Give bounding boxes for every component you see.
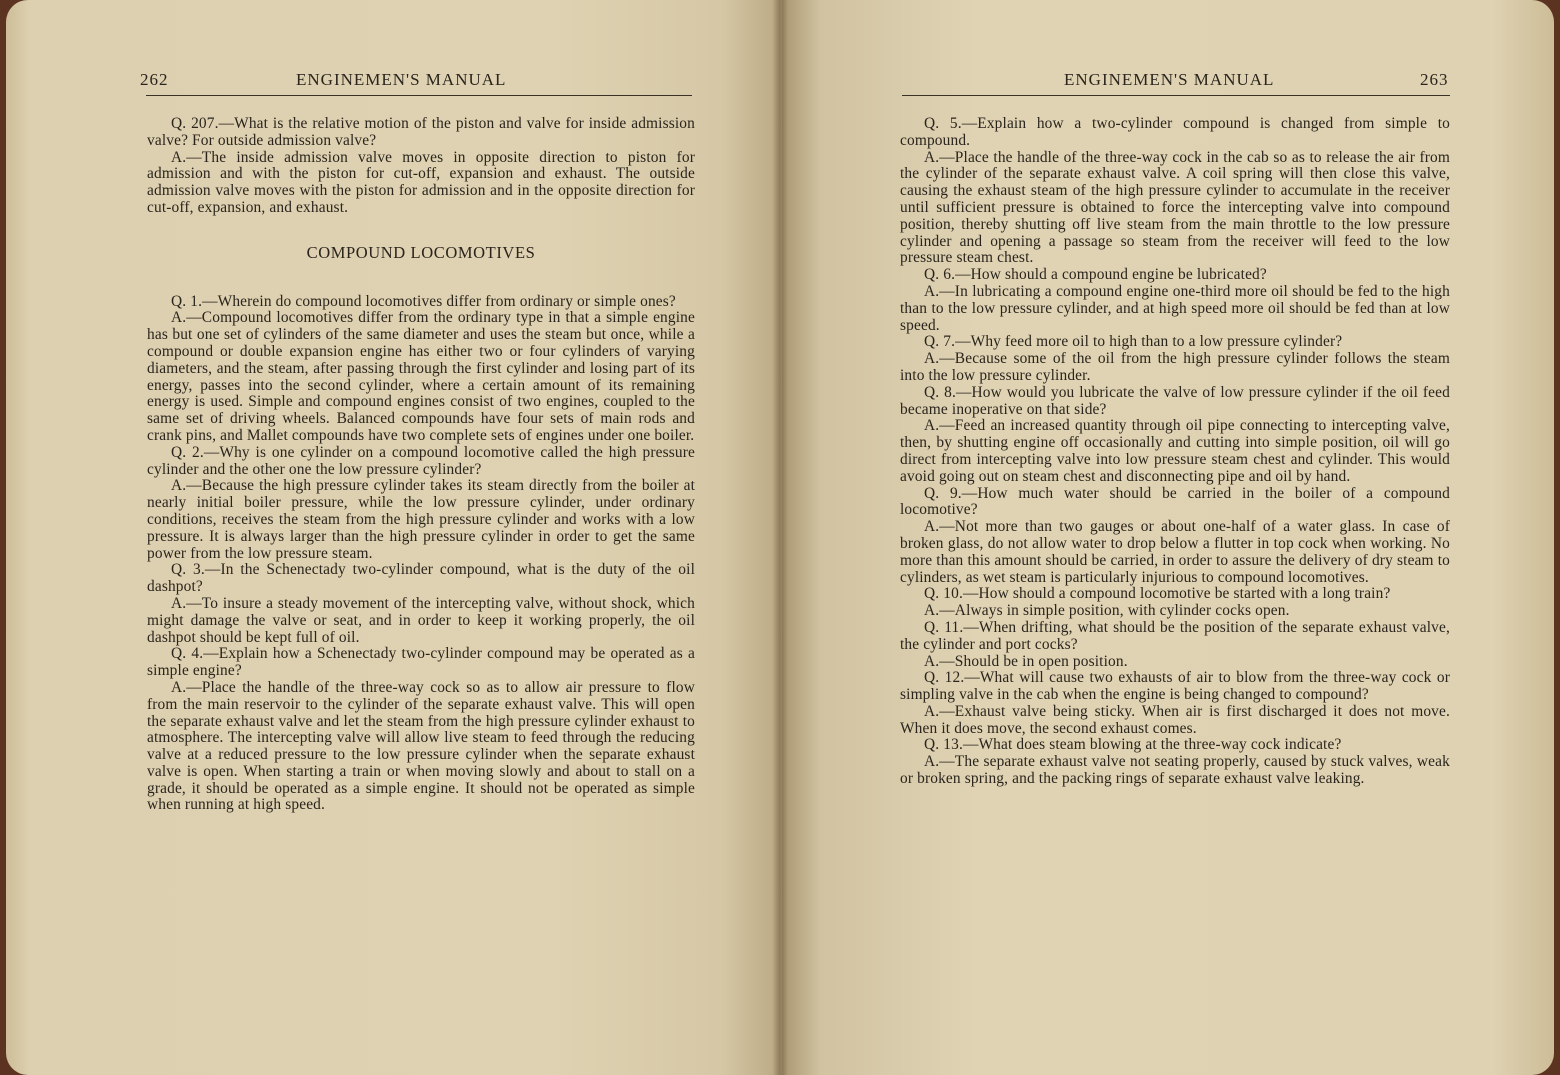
answer: A.—Should be in open position.: [924, 652, 1128, 670]
answer: A.—The inside admission valve moves in opposite direction to piston for admission and with the piston for cut-off, expansion and exhaust. The outside admission valve moves with the piston for admission and in the opposite direction for cut-off, expansion, and exhaust.: [147, 148, 695, 216]
running-head: ENGINEMEN'S MANUAL: [296, 70, 507, 89]
answer: A.—In lubricating a compound engine one-third more oil should be fed to the high than to the low pressure cylinder, and at high speed more oil should be fed than at low speed.: [900, 282, 1450, 334]
right-page: [782, 0, 1554, 1075]
question: Q. 1.—Wherein do compound locomotives differ from ordinary or simple ones?: [171, 292, 676, 310]
answer: A.—The separate exhaust valve not seating properly, caused by stuck valves, weak or broken spring, and the packing rings of separate exhaust valve leaking.: [900, 753, 1450, 788]
answer: A.—Always in simple position, with cylinder cocks open.: [924, 602, 1290, 620]
question: Q. 3.—In the Schenectady two-cylinder compound, what is the duty of the oil dashpot?: [147, 561, 695, 596]
question: Q. 11.—When drifting, what should be the position of the separate exhaust valve, the cylinder and port cocks?: [900, 618, 1450, 653]
header-rule: [902, 95, 1450, 96]
book-gutter: [772, 0, 788, 1075]
answer: A.—Feed an increased quantity through oil pipe connecting to intercepting valve, then, by shutting engine off occasionally and cutting into simple position, oil will go direct from intercepting valve into low pressure steam chest and cylinder. This would avoid going out on steam chest and disconnecting pipe and oil by hand.: [900, 417, 1450, 485]
running-head: ENGINEMEN'S MANUAL: [1064, 70, 1275, 89]
page-number: 262: [140, 70, 169, 89]
section-heading: COMPOUND LOCOMOTIVES: [306, 242, 536, 262]
page-number: 263: [1420, 70, 1449, 89]
page-body: [147, 116, 695, 814]
question: Q. 9.—How much water should be carried in the boiler of a compound locomotive?: [900, 484, 1450, 519]
question: Q. 7.—Why feed more oil to high than to a low pressure cylinder?: [924, 333, 1343, 351]
left-page: [6, 0, 782, 1075]
answer: A.—Because some of the oil from the high pressure cylinder follows the steam into the low pressure cylinder.: [900, 350, 1450, 384]
answer: A.—Because the high pressure cylinder takes its steam directly from the boiler at nearly initial boiler pressure, while the low pressure cylinder, under ordinary conditions, receives the steam from the high pressure cylinder and works with a low pressure. It is always larger than the high pressure cylinder in order to get the same power from the low pressure steam.: [147, 477, 695, 562]
header-rule: [146, 95, 692, 96]
answer: A.—Place the handle of the three-way cock so as to allow air pressure to flow from the main reservoir to the cylinder of the separate exhaust valve. This will open the separate exhaust valve and let the steam from the high pressure cylinder exhaust to atmosphere. The intercepting valve will allow live steam to feed through the reducing valve at a reduced pressure to the low pressure cylinder when the separate exhaust valve is open. When starting a train or when moving slowly and about to stall on a grade, it should be operated as a simple engine. It should not be operated as simple when running at high speed.: [147, 678, 695, 814]
answer: A.—Compound locomotives differ from the ordinary type in that a simple engine has but one set of cylinders of the same diameter and uses the steam but once, while a compound or double expansion engine has either two or four cylinders of varying diameters, and the steam, after passing through the first cylinder and losing part of its energy, passes into the second cylinder, where a certain amount of its remaining energy is used. Simple and compound engines consist of two engines, coupled to the same set of driving wheels. Balanced compounds have four sets of main rods and crank pins, and Mallet compounds have two complete sets of engines under one boiler.: [147, 309, 695, 444]
question: Q. 12.—What will cause two exhausts of air to blow from the three-way cock or simpling valve in the cab when the engine is being changed to compound?: [900, 669, 1450, 704]
answer: A.—To insure a steady movement of the intercepting valve, without shock, which might damage the valve or seat, and in order to keep it working properly, the oil dashpot should be kept full of oil.: [147, 594, 695, 646]
answer: A.—Place the handle of the three-way cock in the cab so as to release the air from the cylinder of the separate exhaust valve. A coil spring will then close this valve, causing the exhaust steam of the high pressure cylinder to accumulate in the receiver until sufficient pressure is obtained to force the intercepting valve into compound position, thereby shutting off live steam from the main throttle to the low pressure cylinder and opening a passage so steam from the receiver will feed to the low pressure steam chest.: [900, 148, 1450, 267]
question: Q. 2.—Why is one cylinder on a compound locomotive called the high pressure cylinder and the other one the low pressure cylinder?: [147, 443, 695, 478]
question: Q. 8.—How would you lubricate the valve of low pressure cylinder if the oil feed became inoperative on that side?: [900, 383, 1450, 418]
question: Q. 4.—Explain how a Schenectady two-cylinder compound may be operated as a simple engine?: [147, 645, 695, 680]
page-body: [900, 116, 1450, 788]
question: Q. 207.—What is the relative motion of the piston and valve for inside admission valve? For outside admission valve?: [147, 115, 695, 149]
answer: A.—Not more than two gauges or about one-half of a water glass. In case of broken glass, do not allow water to drop below a flutter in top cock when working. No more than this amount should be carried, in order to assure the delivery of dry steam to cylinders, as wet steam is particularly injurious to compound locomotives.: [900, 518, 1450, 586]
question: Q. 13.—What does steam blowing at the three-way cock indicate?: [924, 736, 1342, 754]
answer: A.—Exhaust valve being sticky. When air is first discharged it does not move. When it does move, the second exhaust comes.: [900, 702, 1450, 737]
question: Q. 5.—Explain how a two-cylinder compound is changed from simple to compound.: [900, 115, 1450, 149]
question: Q. 6.—How should a compound engine be lubricated?: [924, 266, 1267, 284]
question: Q. 10.—How should a compound locomotive be started with a long train?: [924, 585, 1391, 603]
